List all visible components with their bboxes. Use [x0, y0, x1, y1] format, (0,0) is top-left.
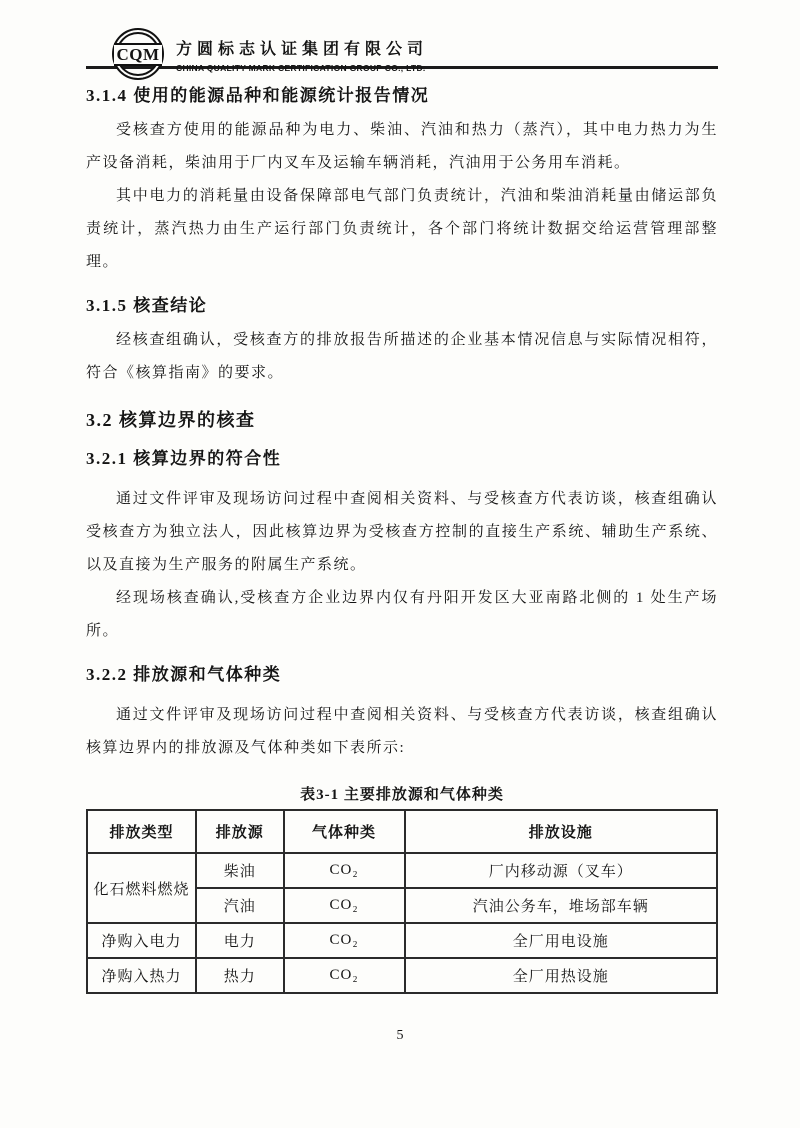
- page-content: [86, 0, 718, 994]
- paragraph-emission-sources-intro: 通过文件评审及现场访问过程中查阅相关资料、与受核查方代表访谈，核查组确认核算边界内的排放源及气体种类如下表所示:: [86, 707, 718, 756]
- table-caption: 表3-1 主要排放源和气体种类: [300, 787, 504, 803]
- paragraph-energy-types: 受核查方使用的能源品种为电力、柴油、汽油和热力（蒸汽），其中电力热力为生产设备消耗，柴油用于厂内叉车及运输车辆消耗，汽油用于公务用车消耗。: [86, 122, 718, 171]
- cell-emission-facility: 汽油公务车，堆场部车辆: [405, 888, 718, 923]
- column-header-emission-type: 排放类型: [87, 810, 196, 853]
- cell-emission-source: 汽油: [196, 888, 284, 923]
- heading-3-1-5: 3.1.5 核查结论: [86, 296, 208, 315]
- paragraph-energy-statistics: 其中电力的消耗量由设备保障部电气部门负责统计，汽油和柴油消耗量由储运部负责统计，蒸汽热力由生产运行部门负责统计，各个部门将统计数据交给运营管理部整理。: [86, 188, 718, 270]
- cell-emission-source: 电力: [196, 923, 284, 958]
- table-header-row: [87, 810, 717, 853]
- cell-emission-facility: 全厂用热设施: [405, 958, 718, 993]
- cell-emission-source: 热力: [196, 958, 284, 993]
- cell-gas-type: CO₂: [284, 958, 405, 993]
- cell-emission-facility: 厂内移动源（叉车）: [405, 853, 718, 888]
- cell-emission-type: 化石燃料燃烧: [87, 853, 196, 923]
- table-row: [87, 923, 717, 958]
- column-header-emission-facility: 排放设施: [405, 810, 718, 853]
- cell-emission-facility: 全厂用电设施: [405, 923, 718, 958]
- cell-gas-type: CO₂: [284, 923, 405, 958]
- cell-gas-type: CO₂: [284, 853, 405, 888]
- table-row: [87, 958, 717, 993]
- page-header: [112, 0, 718, 73]
- company-name-chinese: 方圆标志认证集团有限公司: [176, 40, 429, 58]
- heading-3-1-4: 3.1.4 使用的能源品种和能源统计报告情况: [86, 86, 430, 105]
- cqm-logo-icon: [112, 28, 164, 80]
- paragraph-site-confirmation: 经现场核查确认,受核查方企业边界内仅有丹阳开发区大亚南路北侧的 1 处生产场所。: [86, 590, 718, 639]
- cell-gas-type: CO₂: [284, 888, 405, 923]
- company-name-block: [176, 36, 428, 73]
- paragraph-verification-conclusion: 经核查组确认，受核查方的排放报告所描述的企业基本情况信息与实际情况相符，符合《核算指南》的要求。: [86, 332, 718, 381]
- page-number: 5: [396, 1028, 404, 1043]
- cell-emission-type: 净购入电力: [87, 923, 196, 958]
- cell-emission-type: 净购入热力: [87, 958, 196, 993]
- column-header-emission-source: 排放源: [196, 810, 284, 853]
- column-header-gas-type: 气体种类: [284, 810, 405, 853]
- cell-emission-source: 柴油: [196, 853, 284, 888]
- emission-sources-table: [86, 809, 718, 994]
- heading-3-2-2: 3.2.2 排放源和气体种类: [86, 665, 282, 684]
- cqm-logo-acronym: CQM: [116, 44, 160, 64]
- company-name-english: CHINA QUALITY MARK CERTIFICATION GROUP CO., LTD.: [176, 62, 426, 73]
- heading-3-2: 3.2 核算边界的核查: [86, 410, 256, 430]
- heading-3-2-1: 3.2.1 核算边界的符合性: [86, 449, 282, 468]
- paragraph-boundary-conformity: 通过文件评审及现场访问过程中查阅相关资料、与受核查方代表访谈，核查组确认受核查方为独立法人，因此核算边界为受核查方控制的直接生产系统、辅助生产系统、以及直接为生产服务的附属生产系统。: [86, 491, 718, 573]
- table-row: [87, 853, 717, 888]
